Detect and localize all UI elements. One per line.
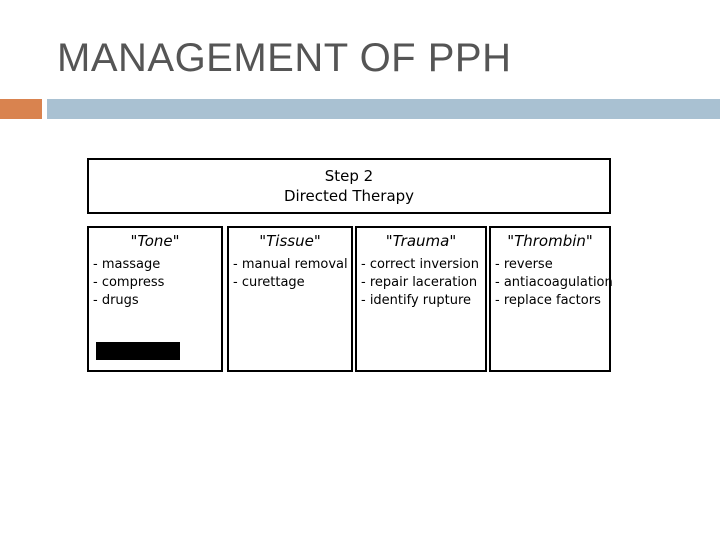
category-list — [229, 256, 351, 292]
category-title: "Tissue" — [259, 232, 321, 250]
list-item: - repair laceration — [361, 275, 478, 290]
category-list — [491, 256, 613, 310]
category-title: "Thrombin" — [507, 232, 593, 250]
step-heading: Directed Therapy — [283, 187, 415, 205]
list-item: - reverse — [495, 257, 553, 272]
list-item: - antiacoagulation — [495, 275, 613, 290]
category-thrombin — [489, 226, 611, 372]
category-tissue — [227, 226, 353, 372]
step-header-box — [87, 158, 611, 214]
list-item: - replace factors — [495, 293, 601, 308]
category-title: "Trauma" — [385, 232, 457, 250]
step-label: Step 2 — [324, 167, 374, 185]
accent-bar-blue — [47, 99, 720, 119]
list-item: - compress — [93, 275, 165, 290]
category-list — [357, 256, 485, 310]
list-item: - drugs — [93, 293, 139, 308]
list-item: - correct inversion — [361, 257, 479, 272]
accent-bar-orange — [0, 99, 42, 119]
list-item: - identify rupture — [361, 293, 472, 308]
category-list — [89, 256, 221, 310]
category-trauma — [355, 226, 487, 372]
redaction-block — [96, 342, 180, 360]
slide-title: MANAGEMENT OF PPH — [57, 36, 512, 80]
list-item: - curettage — [233, 275, 305, 290]
category-title: "Tone" — [130, 232, 180, 250]
list-item: - manual removal — [233, 257, 348, 272]
list-item: - massage — [93, 257, 161, 272]
